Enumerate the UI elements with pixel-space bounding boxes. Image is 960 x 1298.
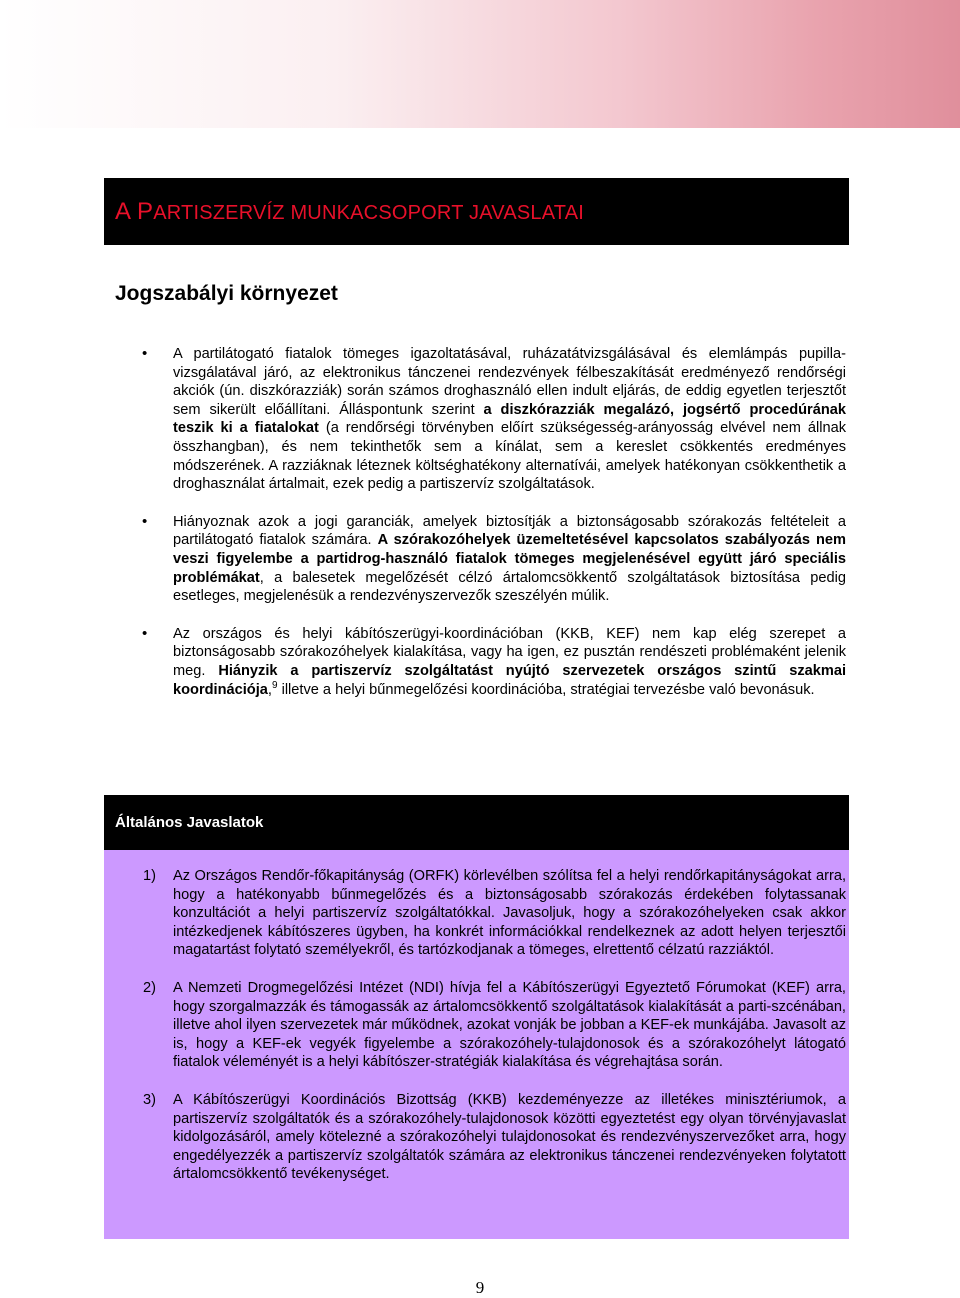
recommendations-heading: Általános Javaslatok: [104, 795, 849, 850]
title-initial-a: A: [115, 197, 132, 225]
recommendation-item: [140, 1091, 846, 1184]
legal-environment-list: [140, 345, 846, 699]
item-text: A partilátogató fiatalok tömeges igazoltatásával, ruházatátvizsgálásával és elemlámpás pupilla-vizsgálatával járó, az elektronikus tánczenei rendezvények félbeszakítását eredményező rendőrségi akciók (ún. diszkórazziák) során számos droghasználó ellen indult eljárás, de eddig egyetlen terjesztőt sem sikerült előállítani. Álláspontunk szerint: [173, 346, 846, 418]
recommendation-item: [140, 979, 846, 1072]
list-item: [140, 513, 846, 606]
recommendations-list: [140, 867, 846, 1184]
item-text: A Nemzeti Drogmegelőzési Intézet (NDI) hívja fel a Kábítószerügyi Egyeztető Fórumokat (KEF) arra, hogy szorgalmazzák és támogassák az ártalomcsökkentő szolgáltatások kialakítását a parti-szcénában, illetve ahol ilyen szervezetek már működnek, azokat vonják be jobban a KEF-ek munkájába. Javasolt az is, hogy a KEF-ek vegyék figyelembe a szórakozóhely-tulajdonosok és a szórakozóhelyt látogató fiatalok véleményét is a helyi kábítószer-stratégiák kialakítása és végrehajtása során.: [173, 979, 846, 1071]
list-item: [140, 345, 846, 494]
item-text: A Kábítószerügyi Koordinációs Bizottság (KKB) kezdeményezze az illetékes minisztériumok, a partiszervíz szolgáltatók és a szórakozóhely-tulajdonosok közötti egyeztetést egy olyan törvényjavaslat kidolgozásáról, amely kötelezné a szórakozóhelyi tulajdonosokat és rendezvényszervezőket arra, hogy engedélyezzék a partiszervíz szolgáltatók számára az elektronikus tánczenei rendezvényeken folytatott ártalomcsökkentő tevékenységet.: [173, 1091, 846, 1183]
item-text: (a rendőrségi törvényben előírt szükségesség-arányosság elvével nem állnak összhangban), és nem tekinthetők sem a kínálat, sem a kereslet csökkentés eredményes módszerének. A razziáknak léteznek költséghatékony alternatívái, amelyek hatékonyan csökkenthetik a droghasználat ártalmait, ezek pedig a partiszervíz szolgáltatások.: [173, 420, 846, 493]
item-text: Az országos és helyi kábítószerügyi-koordinációban (KKB, KEF) nem kap elég szerepet a biztonságosabb szórakozóhelyek kialakítása, vagy ha igen, ez pusztán rendészeti problémaként jelenik meg.: [173, 625, 846, 679]
item-bold-text: Hiányzik a partiszervíz szolgáltatást nyújtó szervezetek országos szintű szakmai koordinációja: [173, 662, 846, 698]
item-text: Hiányoznak azok a jogi garanciák, amelyek biztosítják a biztonságosabb szórakozás feltételeit a partilátogató fiatalok számára.: [173, 513, 846, 549]
item-number: 2): [143, 979, 156, 996]
page-number: 9: [475, 1278, 485, 1297]
item-text: , a balesetek megelőzését célzó ártalomcsökkentő szolgáltatások biztosítása pedig esetleges, megjelenésük a rendezvényszervezők szeszélyén múlik.: [173, 569, 846, 605]
recommendation-item: [140, 867, 846, 960]
subheading: Jogszabályi környezet: [115, 282, 338, 305]
page-title: [115, 198, 584, 226]
item-bold-text: A szórakozóhelyek üzemeltetésével kapcsolatos szabályozás nem veszi figyelembe a partidrog-használó fiatalok tömeges megjelenésével együtt járó speciális problémákat: [173, 532, 846, 586]
section-title-bar: [104, 178, 849, 245]
item-number: 1): [143, 868, 156, 884]
item-number: 3): [143, 1091, 156, 1108]
footnote-reference[interactable]: 9: [271, 679, 278, 691]
item-text: illetve a helyi bűnmegelőzési koordinációba, stratégiai tervezésbe való bevonásuk.: [277, 681, 815, 698]
item-text: Az Országos Rendőr-főkapitányság (ORFK) körlevélben szólítsa fel a helyi rendőrkapitányságokat arra, hogy a hatékonyabb bűnmegelőzés és a biztonságosabb szórakozás érdekében folytassanak konzultációt a helyi partiszervíz szolgáltatókkal. Javasoljuk, hogy a szórakozóhelyeken csak akkor intézkedjenek kábítószeres ügyben, ha konkrét információkkal rendelkeznek az adott helyen terjesztői magatartást folytató személyekről, és tartózkodjanak a tömeges, elrettentő célzatú razziáktól.: [173, 868, 846, 959]
list-item: [140, 625, 846, 699]
item-text: ,: [267, 681, 272, 698]
top-gradient-banner: [0, 0, 960, 128]
title-rest: ARTISZERVÍZ MUNKACSOPORT JAVASLATAI: [153, 201, 585, 224]
title-initial-p: P: [136, 197, 154, 225]
item-bold-text: a diszkórazziák megalázó, jogsértő procedúrának teszik ki a fiatalokat: [173, 401, 846, 437]
